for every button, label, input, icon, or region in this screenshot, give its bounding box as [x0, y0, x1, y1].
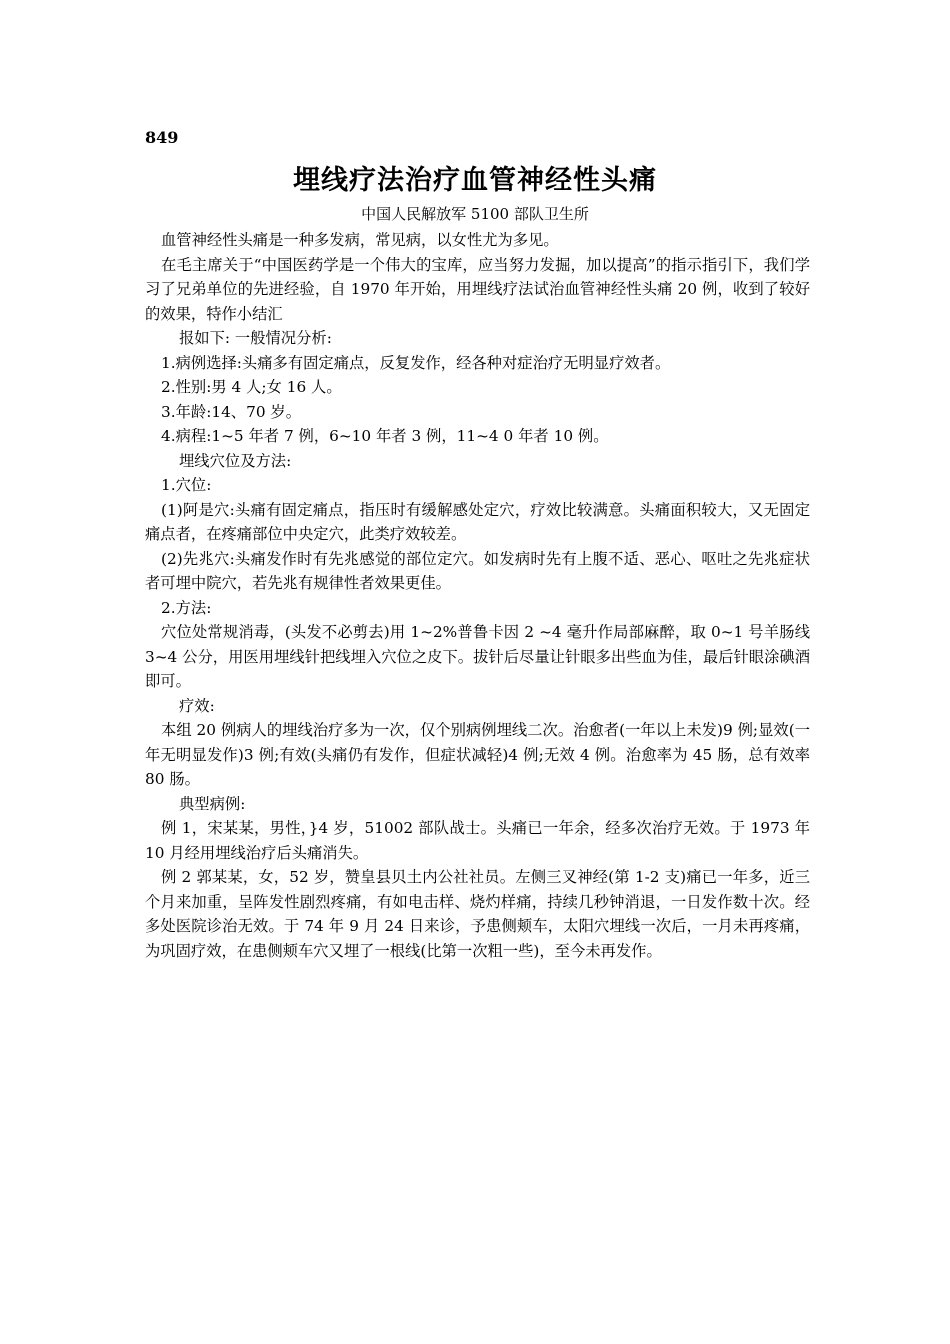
article-author: 中国人民解放军 5100 部队卫生所	[361, 205, 589, 223]
section-heading: 报如下: 一般情况分析:	[179, 329, 332, 347]
article-body	[145, 228, 810, 963]
paragraph: 穴位处常规消毒，(头发不必剪去)用 1~2%普鲁卡因 2 ~4 毫升作局部麻醉，取 0~1 号羊肠线 3~4 公分，用医用埋线针把线埋入穴位之皮下。拔针后尽量让针眼多出些血为佳，最后针眼涂碘酒即可。	[145, 623, 810, 690]
paragraph: (1)阿是穴:头痛有固定痛点，指压时有缓解感处定穴，疗效比较满意。头痛面积较大，又无固定痛点者，在疼痛部位中央定穴，此类疗效较差。	[145, 500, 810, 543]
subheading: 1.穴位:	[161, 476, 212, 494]
paragraph: 例 2 郭某某，女，52 岁，赞皇县贝土内公社社员。左侧三叉神经(第 1-2 支)痛已一年多，近三个月来加重，呈阵发性剧烈疼痛，有如电击样、烧灼样痛，持续几秒钟消退，一日发作数十次。经多处医院诊治无效。于 74 年 9 月 24 日来诊，予患侧颊车，太阳穴埋线一次后，一月未再疼痛，为巩固疗效，在患侧颊车穴又埋了一根线(比第一次粗一些)，至今未再发作。	[145, 868, 810, 960]
paragraph: 在毛主席关于“中国医药学是一个伟大的宝库，应当努力发掘，加以提高”的指示指引下，我们学习了兄弟单位的先进经验，自 1970 年开始，用埋线疗法试治血管神经性头痛 20 例，收到了较好的效果，特作小结汇	[145, 255, 810, 323]
paragraph: 例 1，宋某某，男性，}4 岁，51002 部队战士。头痛已一年余，经多次治疗无效。于 1973 年 10 月经用埋线治疗后头痛消失。	[145, 819, 810, 862]
list-item: 3.年龄:14、70 岁。	[161, 402, 302, 421]
paragraph: 血管神经性头痛是一种多发病，常见病，以女性尤为多见。	[161, 231, 559, 249]
section-heading: 疗效:	[179, 696, 215, 715]
list-item: 4.病程:1~5 年者 7 例，6~10 年者 3 例，11~4 0 年者 10 例。	[161, 427, 609, 445]
list-item: 1.病例选择:头痛多有固定痛点，反复发作，经各种对症治疗无明显疗效者。	[161, 353, 671, 372]
subheading: 2.方法:	[161, 598, 212, 617]
paragraph: (2)先兆穴:头痛发作时有先兆感觉的部位定穴。如发病时先有上腹不适、恶心、呕吐之先兆症状者可埋中院穴，若先兆有规律性者效果更佳。	[145, 549, 810, 592]
section-heading: 埋线穴位及方法:	[179, 451, 292, 470]
paragraph: 本组 20 例病人的埋线治疗多为一次，仅个别病例埋线二次。治愈者(一年以上未发)9 例;显效(一年无明显发作)3 例;有效(头痛仍有发作，但症状减轻)4 例;无效 4 例。治愈率为 45 肠，总有效率 80 肠。	[145, 721, 810, 788]
page-number: 849	[145, 128, 179, 147]
section-heading: 典型病例:	[179, 794, 246, 813]
article-title: 埋线疗法治疗血管神经性头痛	[293, 165, 657, 196]
list-item: 2.性别:男 4 人;女 16 人。	[161, 378, 342, 396]
